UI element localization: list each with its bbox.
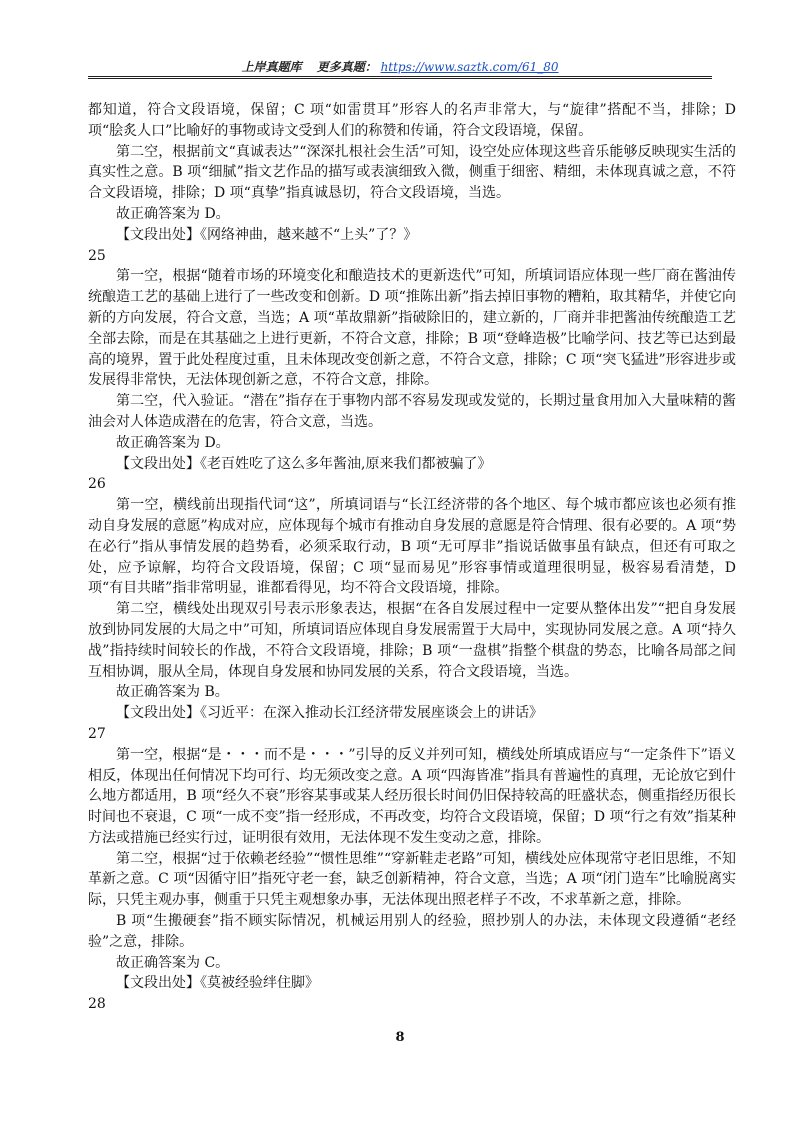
- header-library-label: 上岸真题库: [241, 60, 302, 74]
- paragraph: 第一空，根据“是・・・而不是・・・”引导的反义并列可知，横线处所填成语应与“一定条件下”语义相反，体现出任何情况下均可行、均无须改变之意。A 项“四海皆准”指具有普遍性的真理，无论放它到什么地方都适用，B 项“经久不衰”形容某事或某人经历很长时间仍旧保持较高的旺盛状态，侧重指经历很长时间也不衰退，C 项“一成不变”指一经形成，不再改变，均符合文段语境，保留；D 项“行之有效”指某种方法或措施已经实行过，证明很有效用，无法体现不发生变动之意，排除。: [88, 746, 736, 846]
- answer-line: 故正确答案为 C。: [116, 954, 230, 971]
- answer-line: 故正确答案为 B。: [116, 684, 229, 701]
- paragraph: B 项“生搬硬套”指不顾实际情况，机械运用别人的经验，照抄别人的办法，未体现文段遵循“老经验”之意，排除。: [88, 913, 736, 950]
- source-line: 【文段出处】《莫被经验绊住脚》: [116, 975, 319, 992]
- paragraph: 第一空，根据“随着市场的环境变化和酿造技术的更新迭代”可知，所填词语应体现一些厂商在酱油传统酿造工艺的基础上进行了一些改变和创新。D 项“推陈出新”指去掉旧事物的糟粕，取其精华，并使它向新的方向发展，符合文意，当选；A 项“革故鼎新”指破除旧的，建立新的，厂商并非把酱油传统酿造工艺全部去除，而是在其基础之上进行更新，不符合文意，排除；B 项“登峰造极”比喻学问、技艺等已达到最高的境界，置于此处程度过重，且未体现改变创新之意，不符合文意，排除；C 项“突飞猛进”形容进步或发展得非常快，无法体现创新之意，不符合文意，排除。: [88, 268, 736, 389]
- header-rule-bottom: [88, 78, 712, 79]
- header-text: [88, 58, 712, 75]
- header-more-label: 更多真题：: [316, 60, 377, 74]
- question-number: 27: [88, 725, 106, 742]
- paragraph: 第二空，根据前文“真诚表达”“深深扎根社会生活”可知，设空处应体现这些音乐能够反映现实生活的真实性之意。B 项“细腻”指文艺作品的描写或表演细致入微，侧重于细密、精细，未体现真诚之意，不符合文段语境，排除；D 项“真挚”指真诚恳切，符合文段语境，当选。: [88, 143, 736, 202]
- source-line: 【文段出处】《习近平：在深入推动长江经济带发展座谈会上的讲话》: [116, 705, 543, 722]
- page-number: 8: [395, 1030, 405, 1045]
- question-number: 25: [88, 247, 106, 264]
- paragraph: 都知道，符合文段语境，保留；C 项“如雷贯耳”形容人的名声非常大，与“旋律”搭配不当，排除；D 项“脍炙人口”比喻好的事物或诗文受到人们的称赞和传诵，符合文段语境，保留。: [88, 102, 736, 139]
- answer-line: 故正确答案为 D。: [116, 205, 230, 222]
- paragraph: 第一空，横线前出现指代词“这”，所填词语与“长江经济带的各个地区、每个城市都应该也必须有推动自身发展的意愿”构成对应，应体现每个城市有推动自身发展的意愿是符合情理、很有必要的。A 项“势在必行”指从事情发展的趋势看，必须采取行动，B 项“无可厚非”指说话做事虽有缺点，但还有可取之处，应予谅解，均符合文段语境，保留；C 项“显而易见”形容事情或道理很明显，极容易看清楚，D 项“有目共睹”指非常明显，谁都看得见，均不符合文段语境，排除。: [88, 497, 736, 597]
- page-header: [88, 50, 712, 78]
- paragraph: 第二空，根据“过于依赖老经验”“惯性思维”“穿新鞋走老路”可知，横线处应体现常守老旧思维，不知革新之意。C 项“因循守旧”指死守老一套，缺乏创新精神，符合文意，当选；A 项“闭门造车”比喻脱离实际，只凭主观办事，侧重于只凭主观想象办事，无法体现出照老样子不改，不求革新之意，排除。: [88, 850, 736, 909]
- question-number: 26: [88, 476, 106, 493]
- source-line: 【文段出处】《网络神曲，越来越不“上头”了？》: [116, 226, 418, 243]
- source-line: 【文段出处】《老百姓吃了这么多年酱油,原来我们都被骗了》: [116, 455, 492, 472]
- paragraph: 第二空，代入验证。“潜在”指存在于事物内部不容易发现或发觉的，长期过量食用加入大量味精的酱油会对人体造成潜在的危害，符合文意，当选。: [88, 393, 736, 430]
- paragraph: 第二空，横线处出现双引号表示形象表达，根据“在各自发展过程中一定要从整体出发”“把自身发展放到协同发展的大局之中”可知，所填词语应体现自身发展需置于大局中，实现协同发展之意。A 项“持久战”指持续时间较长的作战，不符合文段语境，排除；B 项“一盘棋”指整个棋盘的势态，比喻各局部之间互相协调，服从全局，体现自身发展和协同发展的关系，符合文段语境，当选。: [88, 601, 736, 680]
- header-rule-top: [88, 76, 712, 77]
- document-body: [88, 100, 736, 1015]
- header-link[interactable]: https://www.saztk.com/61_80: [380, 60, 559, 74]
- answer-line: 故正确答案为 D。: [116, 434, 230, 451]
- question-number: 28: [88, 996, 106, 1013]
